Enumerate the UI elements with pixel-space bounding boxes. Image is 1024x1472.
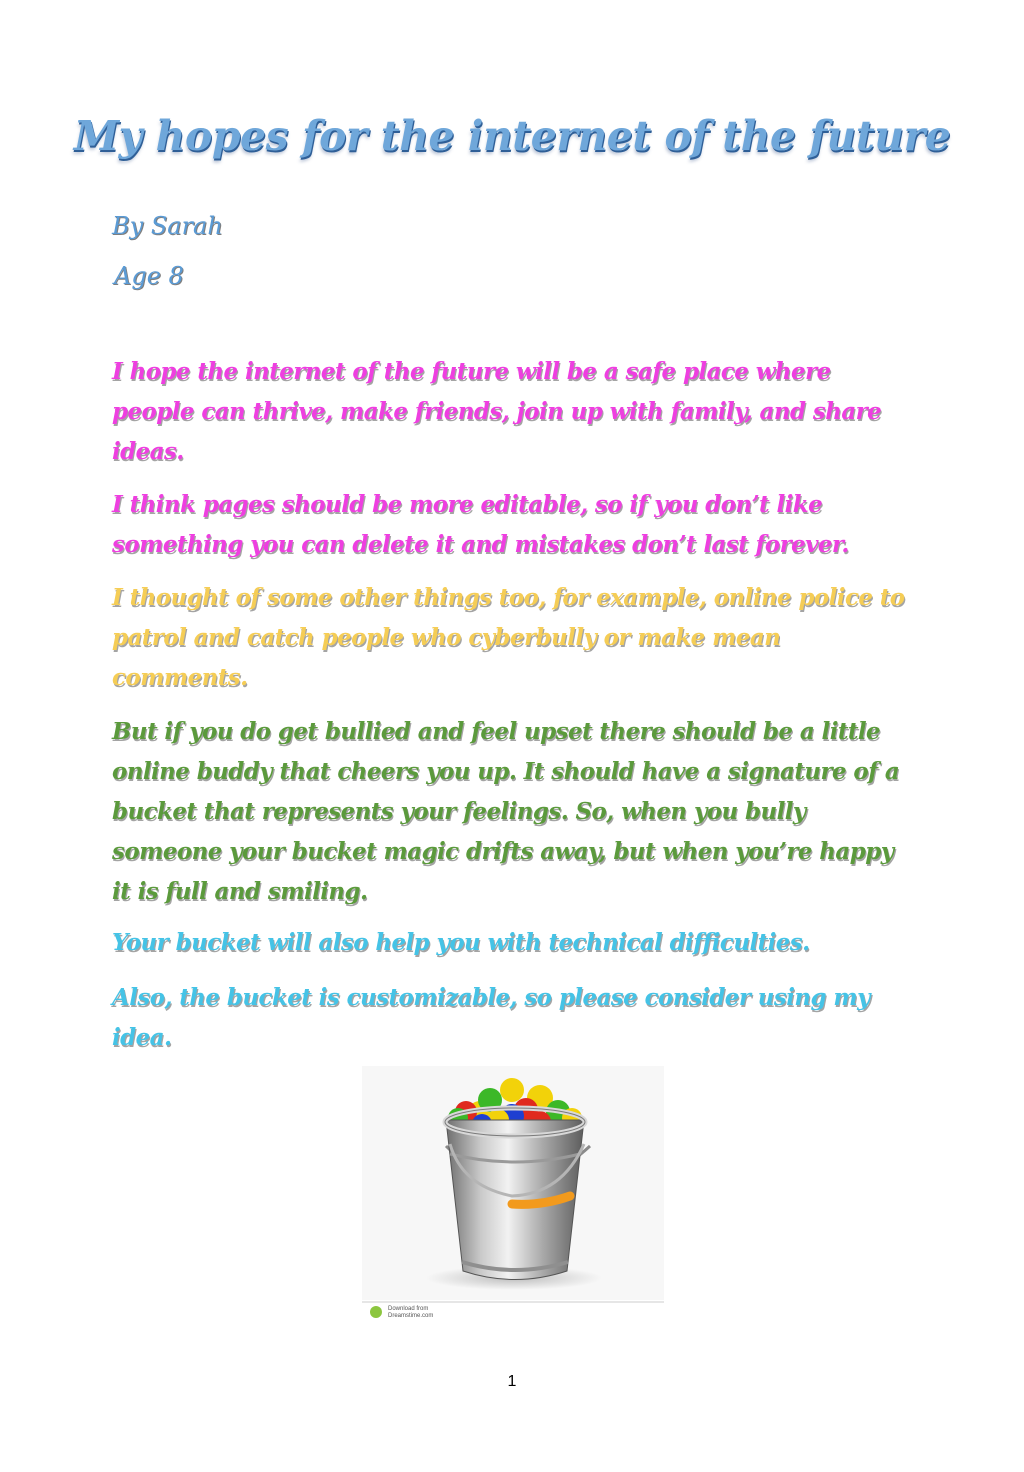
paragraph-editable-pages: I think pages should be more editable, so if you don’t like something you can delete it and mistakes don’t last forever. [112,491,849,558]
watermark-text: Download from [388,1306,429,1312]
bucket-image [362,1066,664,1324]
document-title: My hopes for the internet of the future [73,112,951,160]
svg-text:Dreamstime.com: Dreamstime.com [388,1313,434,1319]
paragraph-customizable: Also, the bucket is customizable, so please consider using my idea. [112,984,870,1051]
paragraph-safe-place: I hope the internet of the future will be a safe place where people can thrive, make friends, join up with family, and share ideas. [112,358,882,465]
bucket-illustration [362,1066,664,1324]
paragraph-online-buddy: But if you do get bullied and feel upset there should be a little online buddy that cheers you up. It should have a signature of a bucket that represents your feelings. So, when you bully someone your bucket magic drifts away, but when you’re happy it is full and smiling. [112,718,900,905]
page-number: 1 [507,1373,517,1390]
paragraph-online-police: I thought of some other things too, for example, online police to patrol and catch people who cyberbully or make mean comments. [112,584,905,691]
paragraph-technical-help: Your bucket will also help you with technical difficulties. [112,929,810,956]
author-line: By Sarah [112,212,223,240]
age-line: Age 8 [114,262,184,290]
